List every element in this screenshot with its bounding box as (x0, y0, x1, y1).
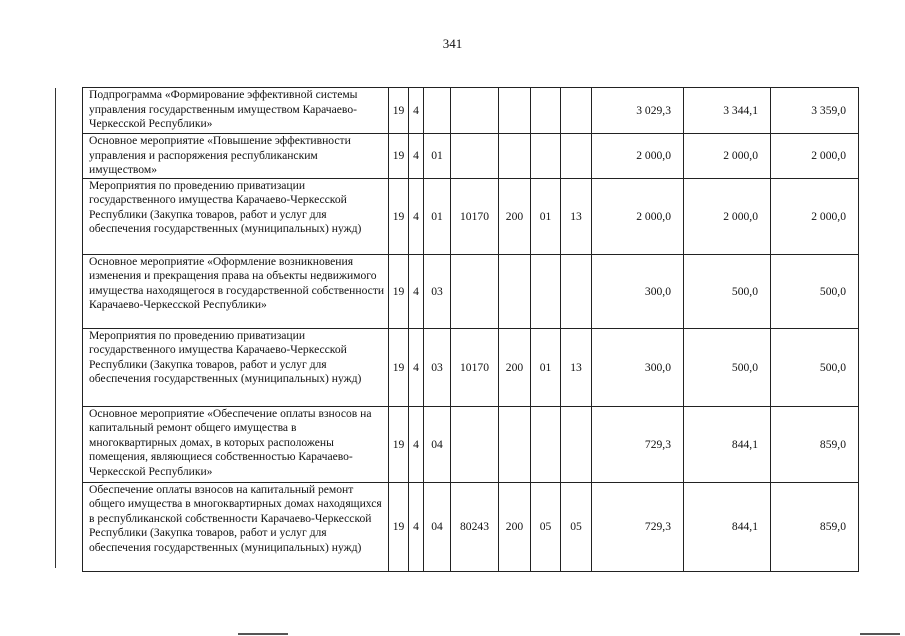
table-row (83, 178, 859, 254)
code-cell: 10170 (451, 178, 499, 254)
code-cell: 03 (424, 328, 451, 406)
code-cell: 4 (409, 328, 424, 406)
code-cell: 4 (409, 406, 424, 482)
amount-cell: 729,3 (592, 406, 684, 482)
code-cell: 04 (424, 482, 451, 571)
code-cell (499, 254, 531, 328)
row-name-cell: Подпрограмма «Формирование эффективной системы управления государственным имуществом Карачаево-Черкесской Республики» (83, 88, 389, 134)
amount-cell: 2 000,0 (592, 134, 684, 179)
scan-artifact-line (860, 633, 900, 635)
row-name-cell: Основное мероприятие «Обеспечение оплаты взносов на капитальный ремонт общего имущества в многоквартирных домах, в которых расположены помещения, являющиеся собственностью Карачаево-Черкесской Республики» (83, 406, 389, 482)
amount-cell: 3 029,3 (592, 88, 684, 134)
code-cell: 01 (424, 178, 451, 254)
code-cell: 200 (499, 328, 531, 406)
scan-artifact-line (238, 633, 288, 635)
table-row (83, 134, 859, 179)
amount-cell: 3 359,0 (771, 88, 859, 134)
table-row (83, 254, 859, 328)
amount-cell: 859,0 (771, 482, 859, 571)
amount-cell: 2 000,0 (684, 178, 771, 254)
code-cell: 04 (424, 406, 451, 482)
amount-cell: 500,0 (771, 328, 859, 406)
table-row (83, 482, 859, 571)
row-name-cell: Основное мероприятие «Оформление возникновения изменения и прекращения права на объекты недвижимого имущества находящегося в государственной собственности Карачаево-Черкесской Республики» (83, 254, 389, 328)
code-cell: 05 (561, 482, 592, 571)
code-cell: 05 (531, 482, 561, 571)
code-cell: 19 (389, 406, 409, 482)
code-cell: 4 (409, 254, 424, 328)
amount-cell: 2 000,0 (771, 178, 859, 254)
amount-cell: 729,3 (592, 482, 684, 571)
table-row (83, 406, 859, 482)
code-cell: 13 (561, 328, 592, 406)
amount-cell: 300,0 (592, 254, 684, 328)
code-cell (499, 134, 531, 179)
amount-cell: 3 344,1 (684, 88, 771, 134)
amount-cell: 2 000,0 (771, 134, 859, 179)
code-cell (424, 88, 451, 134)
row-name-cell: Основное мероприятие «Повышение эффективности управления и распоряжения республиканским имуществом» (83, 134, 389, 179)
code-cell: 4 (409, 134, 424, 179)
margin-line (55, 88, 56, 568)
code-cell (499, 406, 531, 482)
code-cell: 19 (389, 254, 409, 328)
code-cell: 200 (499, 482, 531, 571)
code-cell (561, 88, 592, 134)
amount-cell: 844,1 (684, 482, 771, 571)
code-cell (499, 88, 531, 134)
table-row (83, 88, 859, 134)
amount-cell: 500,0 (684, 328, 771, 406)
code-cell (531, 406, 561, 482)
row-name-cell: Мероприятия по проведению приватизации государственного имущества Карачаево-Черкесской Республики (Закупка товаров, работ и услуг для обеспечения государственных (муниципальных) нужд) (83, 328, 389, 406)
code-cell (561, 134, 592, 179)
code-cell (531, 254, 561, 328)
row-name-cell: Мероприятия по проведению приватизации государственного имущества Карачаево-Черкесской Республики (Закупка товаров, работ и услуг для обеспечения государственных (муниципальных) нужд) (83, 178, 389, 254)
amount-cell: 300,0 (592, 328, 684, 406)
code-cell: 03 (424, 254, 451, 328)
code-cell: 01 (531, 328, 561, 406)
code-cell: 200 (499, 178, 531, 254)
amount-cell: 2 000,0 (684, 134, 771, 179)
code-cell: 19 (389, 134, 409, 179)
table-row (83, 328, 859, 406)
code-cell: 4 (409, 482, 424, 571)
code-cell (531, 88, 561, 134)
code-cell (451, 88, 499, 134)
code-cell: 10170 (451, 328, 499, 406)
code-cell (561, 406, 592, 482)
code-cell: 19 (389, 178, 409, 254)
code-cell: 19 (389, 88, 409, 134)
code-cell: 13 (561, 178, 592, 254)
code-cell: 4 (409, 88, 424, 134)
row-name-cell: Обеспечение оплаты взносов на капитальный ремонт общего имущества в многоквартирных домах находящихся в республиканской собственности Карачаево-Черкесской Республики (Закупка товаров, работ и услуг для обеспечения государственных (муниципальных) нужд) (83, 482, 389, 571)
amount-cell: 859,0 (771, 406, 859, 482)
code-cell (451, 254, 499, 328)
code-cell: 01 (531, 178, 561, 254)
code-cell (561, 254, 592, 328)
code-cell (531, 134, 561, 179)
amount-cell: 500,0 (771, 254, 859, 328)
code-cell: 80243 (451, 482, 499, 571)
amount-cell: 2 000,0 (592, 178, 684, 254)
page-number: 341 (442, 36, 463, 51)
code-cell: 19 (389, 328, 409, 406)
code-cell: 4 (409, 178, 424, 254)
code-cell: 19 (389, 482, 409, 571)
budget-table (82, 87, 859, 572)
code-cell: 01 (424, 134, 451, 179)
amount-cell: 500,0 (684, 254, 771, 328)
code-cell (451, 134, 499, 179)
code-cell (451, 406, 499, 482)
amount-cell: 844,1 (684, 406, 771, 482)
